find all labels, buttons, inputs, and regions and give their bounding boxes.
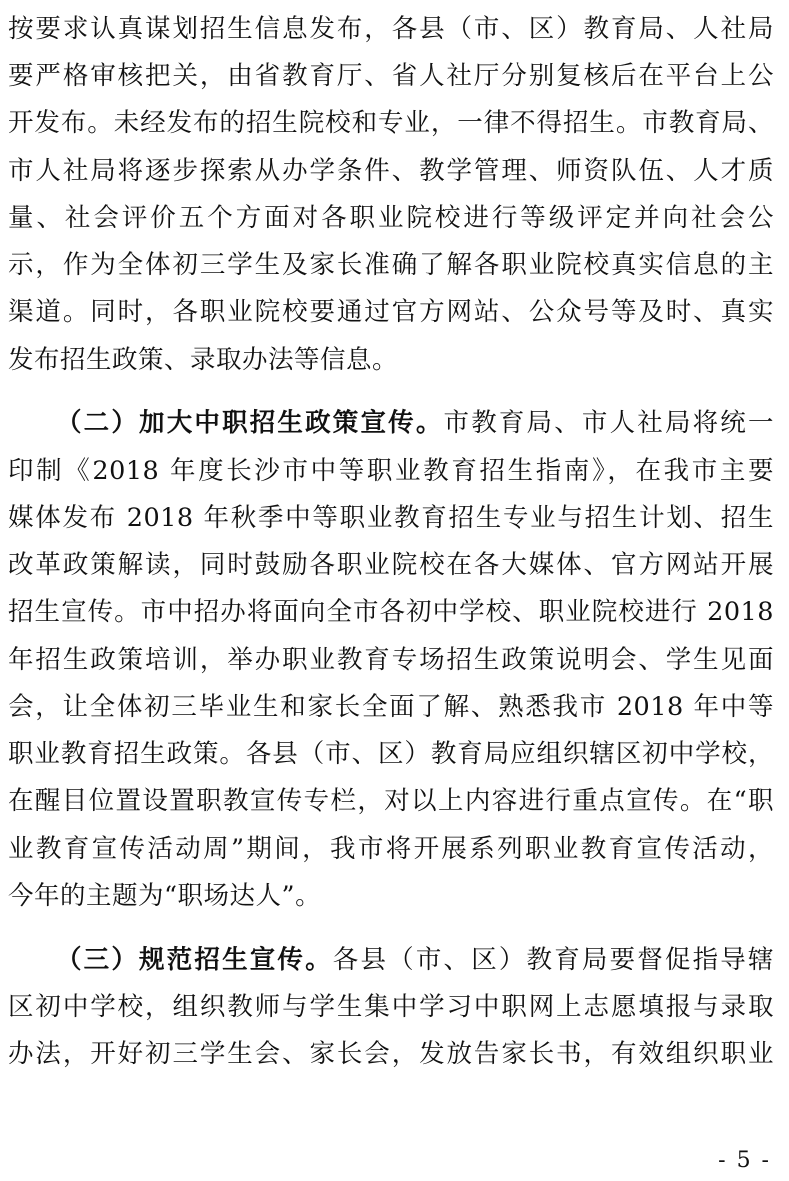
text-line: 职业教育招生政策。各县（市、区）教育局应组织辖区初中学校， bbox=[8, 739, 774, 769]
page-number: - 5 - bbox=[718, 1148, 771, 1173]
text-segment: 市教育局、市人社局将统一 bbox=[443, 408, 774, 438]
section-heading-line bbox=[56, 945, 774, 975]
text-line: 按要求认真谋划招生信息发布，各县（市、区）教育局、人社局 bbox=[8, 14, 774, 44]
text-line: 渠道。同时，各职业院校要通过官方网站、公众号等及时、真实 bbox=[8, 297, 774, 327]
text-line: 要严格审核把关，由省教育厅、省人社厅分别复核后在平台上公 bbox=[8, 61, 774, 91]
text-line: 开发布。未经发布的招生院校和专业，一律不得招生。市教育局、 bbox=[8, 108, 774, 138]
text-line: 今年的主题为“职场达人”。 bbox=[8, 881, 322, 911]
text-line: 招生宣传。市中招办将面向全市各初中学校、职业院校进行 2018 bbox=[8, 597, 774, 627]
text-line: 区初中学校，组织教师与学生集中学习中职网上志愿填报与录取 bbox=[8, 992, 774, 1022]
text-line: 改革政策解读，同时鼓励各职业院校在各大媒体、官方网站开展 bbox=[8, 550, 774, 580]
text-line: 办法，开好初三学生会、家长会，发放告家长书，有效组织职业 bbox=[8, 1039, 774, 1069]
text-line: 会，让全体初三毕业生和家长全面了解、熟悉我市 2018 年中等 bbox=[8, 692, 774, 722]
text-line: 在醒目位置设置职教宣传专栏，对以上内容进行重点宣传。在“职 bbox=[8, 786, 774, 816]
text-line: 媒体发布 2018 年秋季中等职业教育招生专业与招生计划、招生 bbox=[8, 503, 774, 533]
text-segment: 各县（市、区）教育局要督促指导辖 bbox=[332, 945, 774, 975]
section-heading: （三）规范招生宣传。 bbox=[56, 945, 333, 975]
text-line: 市人社局将逐步探索从办学条件、教学管理、师资队伍、人才质 bbox=[8, 156, 774, 186]
text-line: 示，作为全体初三学生及家长准确了解各职业院校真实信息的主 bbox=[8, 250, 774, 280]
text-line: 印制《2018 年度长沙市中等职业教育招生指南》，在我市主要 bbox=[8, 456, 774, 486]
text-line: 年招生政策培训，举办职业教育专场招生政策说明会、学生见面 bbox=[8, 645, 774, 675]
text-line: 业教育宣传活动周”期间，我市将开展系列职业教育宣传活动， bbox=[8, 834, 774, 864]
section-heading: （二）加大中职招生政策宣传。 bbox=[56, 408, 444, 438]
text-line: 发布招生政策、录取办法等信息。 bbox=[8, 345, 399, 375]
section-heading-line bbox=[56, 408, 774, 438]
text-line: 量、社会评价五个方面对各职业院校进行等级评定并向社会公 bbox=[8, 203, 774, 233]
